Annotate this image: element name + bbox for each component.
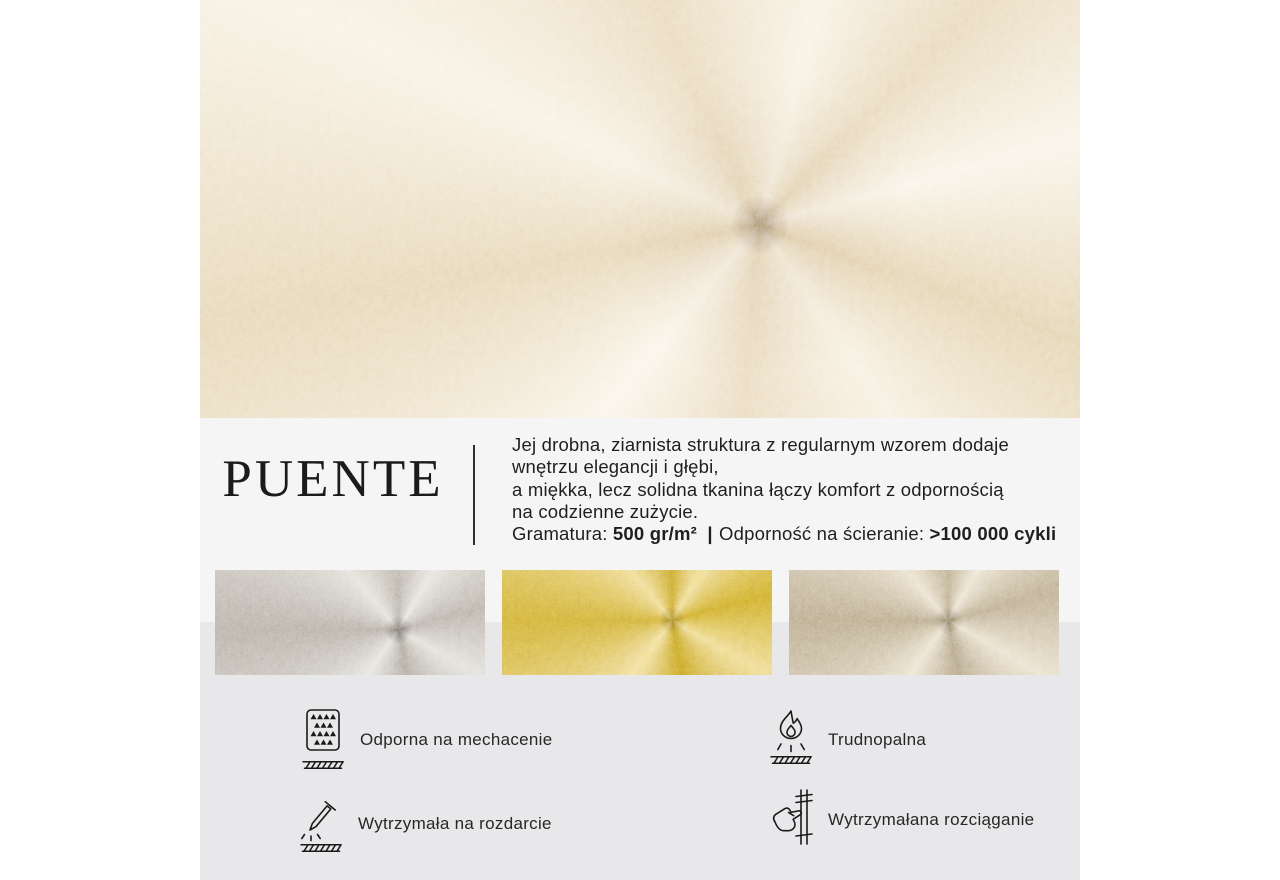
- title-divider: [473, 445, 475, 545]
- fabric-texture-overlay: [200, 0, 1080, 418]
- tear-resistance-icon: [298, 792, 344, 856]
- content-column: [200, 0, 1080, 880]
- flame-retardant-icon: [768, 708, 814, 772]
- product-title: PUENTE: [222, 450, 444, 508]
- spec-separator: |: [707, 523, 713, 545]
- weight-value: 500 gr/m²: [612, 523, 697, 545]
- feature-flame: [768, 708, 926, 772]
- feature-tear: [298, 792, 552, 856]
- feature-label: Wytrzymałana rozciąganie: [828, 810, 1035, 829]
- stretch-resistance-icon: [768, 788, 814, 852]
- feature-pilling: [300, 708, 552, 772]
- product-specs: [512, 523, 1056, 545]
- feature-label: Odporna na mechacenie: [360, 730, 553, 749]
- feature-label: Trudnopalna: [828, 730, 927, 749]
- feature-stretch: [768, 788, 1034, 852]
- description-line: wnętrzu elegancji i głębi,: [512, 456, 719, 478]
- description-line: a miękka, lecz solidna tkanina łączy komfort z odpornością: [512, 478, 1004, 500]
- weight-label: Gramatura:: [512, 523, 608, 545]
- product-description: [512, 434, 1056, 545]
- abrasion-value: >100 000 cykli: [929, 523, 1057, 545]
- feature-list: [200, 622, 1080, 880]
- description-line: Jej drobna, ziarnista struktura z regularnym wzorem dodaje: [512, 434, 1009, 455]
- pilling-resistance-icon: [300, 708, 346, 772]
- description-line: na codzienne zużycie.: [512, 500, 699, 522]
- feature-label: Wytrzymała na rozdarcie: [358, 814, 552, 833]
- hero-fabric-image: [200, 0, 1080, 418]
- abrasion-label: Odporność na ścieranie:: [719, 523, 925, 545]
